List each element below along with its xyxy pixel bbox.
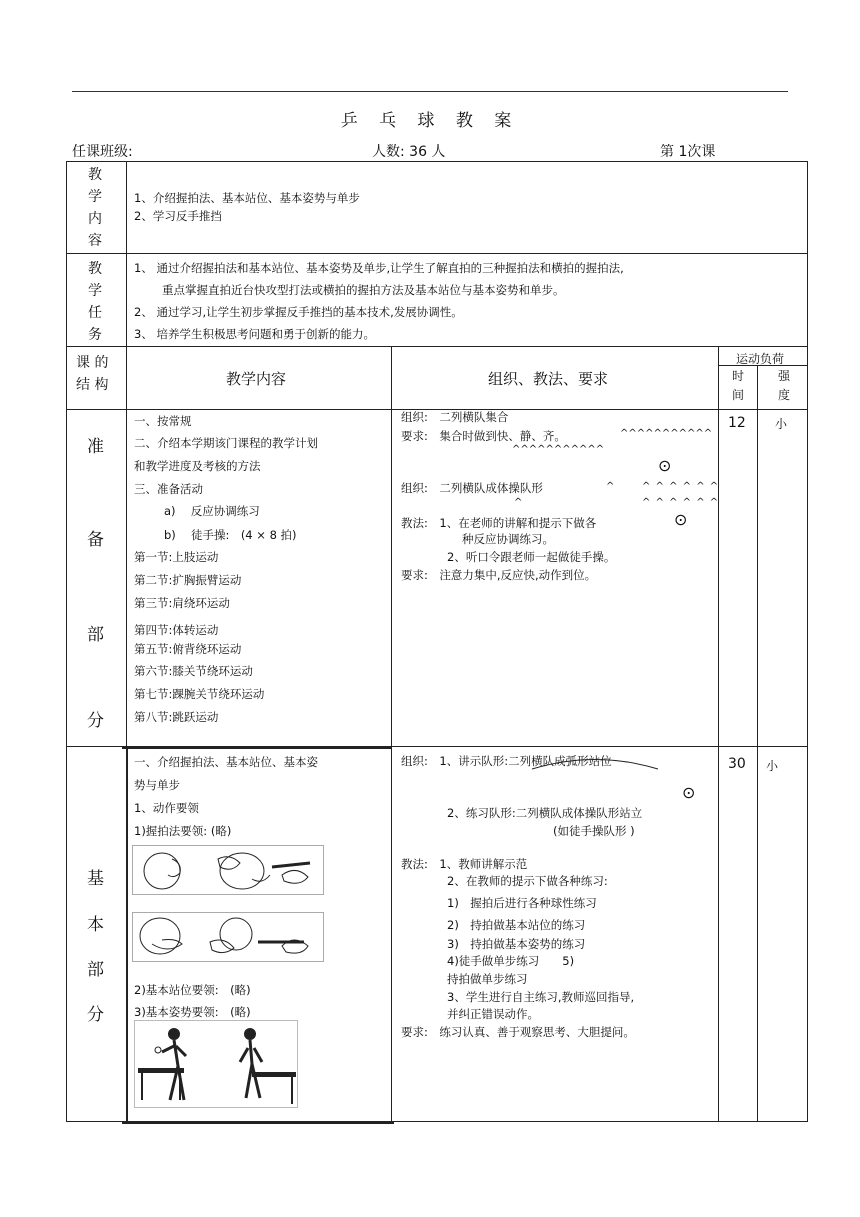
- prep-org-1: 组织: 二列横队集合: [401, 410, 509, 424]
- formation-grid-2: ^ ^ ^ ^ ^ ^: [642, 497, 720, 508]
- basic-org-1: 组织: 1、讲示队形:二列横队成弧形站位: [401, 754, 612, 768]
- stance-illustration: [134, 1020, 298, 1108]
- formation-grid-1: ^ ^ ^ ^ ^ ^: [642, 481, 720, 492]
- prep-content-5: a) 反应协调练习: [164, 504, 260, 518]
- prep-label-1: 准: [87, 437, 104, 457]
- time-header: 时 间: [731, 369, 744, 402]
- grip-illustration-2: [132, 912, 324, 962]
- teacher-icon-2: ⊙: [674, 510, 688, 529]
- prep-org-6: 2、听口令跟老师一起做徒手操。: [447, 550, 616, 564]
- prep-label-2: 备: [87, 530, 104, 550]
- prep-org-7: 要求: 注意力集中,反应快,动作到位。: [401, 568, 597, 582]
- formation-caret-2: ^: [514, 497, 523, 508]
- basic-org-9: 4)徒手做单步练习 5): [447, 954, 575, 968]
- prep-content-3: 和教学进度及考核的方法: [134, 459, 261, 473]
- content-line-1: 1、介绍握拍法、基本站位、基本姿势与单步: [134, 191, 360, 205]
- class-label: 任课班级:: [72, 144, 133, 160]
- prep-content-11: 第五节:俯背绕环运动: [134, 642, 242, 656]
- prep-label-4: 分: [87, 711, 104, 731]
- organization-header: 组织、教法、要求: [488, 370, 609, 388]
- task-line-1: 1、 通过介绍握拍法和基本站位、基本姿势及单步,让学生了解直拍的三种握拍法和横拍的握拍法,: [134, 261, 624, 275]
- prep-content-6: b) 徒手操: (4 × 8 拍): [164, 528, 297, 542]
- prep-org-2: 要求: 集合时做到快、静、齐。: [401, 429, 566, 443]
- basic-intensity: 小: [766, 759, 779, 773]
- formation-caret: ^: [606, 481, 615, 492]
- teacher-icon-3: ⊙: [682, 783, 696, 802]
- content-header: 教学内容: [226, 370, 287, 388]
- structure-header-1: 课 的: [76, 355, 109, 371]
- prep-org-3: 组织: 二列横队成体操队形: [401, 481, 543, 495]
- prep-content-13: 第七节:踝腕关节绕环运动: [134, 687, 265, 701]
- prep-intensity: 小: [775, 417, 788, 431]
- prep-content-2: 二、介绍本学期该门课程的教学计划: [134, 436, 318, 450]
- basic-content-5: 2)基本站位要领: (略): [134, 983, 251, 997]
- student-count: 人数: 36 人: [372, 144, 446, 160]
- basic-org-8: 3) 持拍做基本姿势的练习: [447, 937, 586, 951]
- formation-row-1: ^^^^^^^^^^^: [620, 428, 713, 439]
- prep-org-5: 种反应协调练习。: [462, 532, 554, 546]
- basic-org-12: 并纠正错误动作。: [447, 1007, 539, 1021]
- basic-content-3: 1、动作要领: [134, 801, 199, 815]
- basic-content-2: 势与单步: [134, 778, 180, 792]
- basic-label-4: 分: [87, 1005, 104, 1025]
- prep-content-10: 第四节:体转运动: [134, 623, 219, 637]
- content-line-2: 2、学习反手推挡: [134, 209, 222, 223]
- prep-content-14: 第八节:跳跃运动: [134, 710, 219, 724]
- basic-content-6: 3)基本姿势要领: (略): [134, 1005, 251, 1019]
- task-line-4: 3、 培养学生积极思考问题和勇于创新的能力。: [134, 327, 375, 341]
- basic-org-13: 要求: 练习认真、善于观察思考、大胆提问。: [401, 1025, 635, 1039]
- structure-header-2: 结 构: [76, 377, 109, 393]
- prep-org-4: 教法: 1、在老师的讲解和提示下做各: [401, 516, 597, 530]
- basic-org-11: 3、学生进行自主练习,教师巡回指导,: [447, 990, 635, 1004]
- top-rule: [72, 91, 788, 92]
- prep-time: 12: [728, 415, 746, 431]
- prep-content-7: 第一节:上肢运动: [134, 550, 219, 564]
- prep-content-1: 一、按常规: [134, 414, 192, 428]
- content-row-label: 教 学 内 容: [88, 167, 102, 249]
- formation-row-2: ^^^^^^^^^^^: [512, 444, 605, 455]
- basic-label-1: 基: [87, 869, 104, 889]
- basic-label-3: 部: [87, 960, 104, 980]
- basic-org-4: 教法: 1、教师讲解示范: [401, 857, 528, 871]
- prep-content-8: 第二节:扩胸振臂运动: [134, 573, 242, 587]
- load-header: 运动负荷: [736, 352, 785, 366]
- prep-label-3: 部: [87, 625, 104, 645]
- arc-formation: [530, 756, 660, 770]
- intensity-header: 强 度: [777, 369, 790, 402]
- basic-org-6: 1) 握拍后进行各种球性练习: [447, 896, 597, 910]
- basic-time: 30: [728, 756, 746, 772]
- task-line-2: 重点掌握直拍近台快攻型打法或横拍的握拍方法及基本站位与基本姿势和单步。: [162, 283, 565, 297]
- prep-content-12: 第六节:膝关节绕环运动: [134, 664, 253, 678]
- basic-org-3: (如徒手操队形 ): [553, 824, 635, 838]
- task-line-3: 2、 通过学习,让学生初步掌握反手推挡的基本技术,发展协调性。: [134, 305, 463, 319]
- prep-content-4: 三、准备活动: [134, 482, 203, 496]
- basic-org-5: 2、在教师的提示下做各种练习:: [447, 874, 608, 888]
- basic-org-2: 2、练习队形:二列横队成体操队形站立: [447, 806, 643, 820]
- prep-content-9: 第三节:肩绕环运动: [134, 596, 230, 610]
- basic-org-7: 2) 持拍做基本站位的练习: [447, 918, 586, 932]
- tasks-row-label: 教 学 任 务: [88, 261, 102, 343]
- basic-label-2: 本: [87, 915, 104, 935]
- page-title: 乒 乓 球 教 案: [340, 111, 520, 131]
- teacher-icon: ⊙: [658, 456, 672, 475]
- basic-content-1: 一、介绍握拍法、基本站位、基本姿: [134, 755, 318, 769]
- basic-content-4: 1)握拍法要领: (略): [134, 824, 232, 838]
- basic-org-10: 持拍做单步练习: [447, 972, 528, 986]
- grip-illustration-1: [132, 845, 324, 895]
- lesson-number: 第 1次课: [660, 144, 716, 160]
